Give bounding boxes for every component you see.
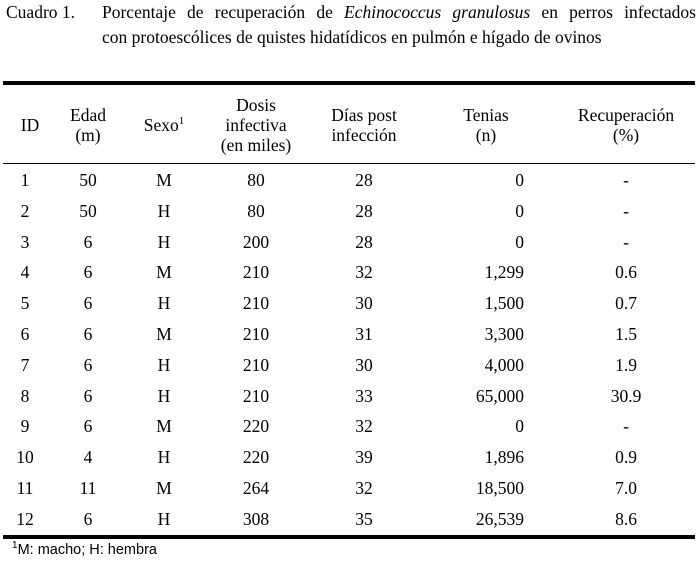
cell-tenias: 4,000 [484,354,524,375]
cell-tenias: 0 [515,231,524,252]
header-tenias: Tenias (n) [463,105,509,145]
cell-recuperacion: 7.0 [615,477,637,498]
cell-id: 7 [20,354,30,375]
table-top-rule [3,81,695,85]
cell-recuperacion: 0.6 [615,262,637,283]
cell-sexo: M [156,323,172,344]
cell-tenias: 1,299 [484,262,524,283]
footnote-marker: 1 [178,115,185,128]
header-sexo: Sexo$^1$ [143,115,185,135]
cell-edad: 50 [79,170,97,190]
cell-sexo: M [156,416,172,437]
cell-sexo: H [157,200,171,221]
cell-sexo: H [157,293,171,314]
cell-recuperacion: 0.7 [615,293,637,314]
table-body [0,165,700,535]
table-row [0,442,700,473]
cell-recuperacion: 0.9 [615,447,637,468]
cell-id: 8 [20,385,30,406]
cell-edad: 6 [83,293,93,314]
cell-tenias: 1,500 [484,293,524,314]
cell-recuperacion: 30.9 [610,385,642,406]
table-row [0,196,700,227]
cell-tenias: 3,300 [484,323,524,344]
cell-sexo: H [157,385,171,406]
cell-dias: 30 [355,293,373,314]
caption-line-1: Porcentaje de recuperación de Echinococcus granulosus en perros infectados [102,2,696,22]
cell-dosis: 210 [242,293,270,314]
cell-edad: 6 [83,354,93,375]
cell-id: 1 [20,170,30,190]
cell-id: 9 [20,416,30,437]
table-header-rule [3,163,695,164]
table-row [0,411,700,442]
cell-dias: 32 [355,416,373,437]
cell-dosis: 210 [242,385,270,406]
cell-id: 10 [16,447,34,468]
header-recuperacion: Recuperación (%) [577,105,675,145]
cell-dias: 35 [355,508,373,529]
cell-id: 5 [20,293,30,314]
cell-recuperacion: - [623,231,629,252]
table-bottom-rule [3,535,695,539]
cell-id: 6 [20,323,30,344]
cell-sexo: H [157,354,171,375]
cell-id: 11 [16,477,34,498]
table-row [0,257,700,288]
cell-id: 4 [20,262,30,283]
cell-dosis: 220 [242,447,270,468]
cell-dias: 39 [355,447,373,468]
cell-edad: 6 [83,508,93,529]
cell-dosis: 210 [242,262,270,283]
table-row [0,165,700,196]
cell-sexo: M [156,477,172,498]
cell-dias: 28 [355,170,373,190]
cell-dosis: 264 [242,477,270,498]
cell-dosis: 80 [247,170,265,190]
footnote-text: M: macho; H: hembra [17,542,157,558]
table-row [0,227,700,258]
cell-recuperacion: 8.6 [615,508,637,529]
table-footnote [12,540,157,560]
cell-tenias: 26,539 [475,508,524,529]
cell-sexo: H [157,231,171,252]
cell-dias: 32 [355,477,373,498]
table-caption [6,0,696,50]
cell-id: 12 [16,508,34,529]
cell-tenias: 65,000 [475,385,524,406]
table-row [0,473,700,504]
cell-dias: 30 [355,354,373,375]
table-row [0,319,700,350]
cell-edad: 4 [83,447,93,468]
cell-dias: 31 [355,323,373,344]
cell-dosis: 80 [247,200,265,221]
cell-sexo: M [156,170,172,190]
footnote-number: 1 [12,540,18,552]
cell-dosis: 200 [242,231,270,252]
cell-dosis: 210 [242,354,270,375]
cell-recuperacion: - [623,170,629,190]
header-dias: Días post infección [331,105,397,145]
cell-recuperacion: - [623,200,629,221]
cell-edad: 11 [79,477,97,498]
header-edad: Edad (m) [70,105,106,145]
cell-edad: 50 [79,200,97,221]
cell-edad: 6 [83,385,93,406]
cell-sexo: H [157,447,171,468]
table-row [0,381,700,412]
cell-tenias: 0 [515,200,524,221]
cell-tenias: 18,500 [475,477,524,498]
cell-dosis: 210 [242,323,270,344]
cell-edad: 6 [83,231,93,252]
cell-edad: 6 [83,323,93,344]
cell-dosis: 220 [242,416,270,437]
caption-line-2: con protoescólices de quistes hidatídicos en pulmón e hígado de ovinos [102,27,602,47]
cell-tenias: 1,896 [484,447,524,468]
table-row [0,350,700,381]
cell-dias: 32 [355,262,373,283]
cell-dias: 33 [355,385,373,406]
cell-recuperacion: - [623,416,629,437]
cell-dosis: 308 [242,508,270,529]
cell-sexo: M [156,262,172,283]
cell-id: 3 [20,231,30,252]
header-id: ID [20,115,40,135]
caption-label: Cuadro 1. [6,2,76,22]
header-dosis: Dosis infectiva (en miles) [220,95,292,155]
cell-dias: 28 [355,200,373,221]
cell-tenias: 0 [515,170,524,190]
cell-sexo: H [157,508,171,529]
cell-edad: 6 [83,416,93,437]
cell-recuperacion: 1.9 [615,354,637,375]
cell-id: 2 [20,200,30,221]
table-row [0,288,700,319]
cell-edad: 6 [83,262,93,283]
cell-dias: 28 [355,231,373,252]
cell-tenias: 0 [515,416,524,437]
cell-recuperacion: 1.5 [615,323,637,344]
table-row [0,504,700,535]
species-name: Echinococcus granulosus [344,2,531,22]
